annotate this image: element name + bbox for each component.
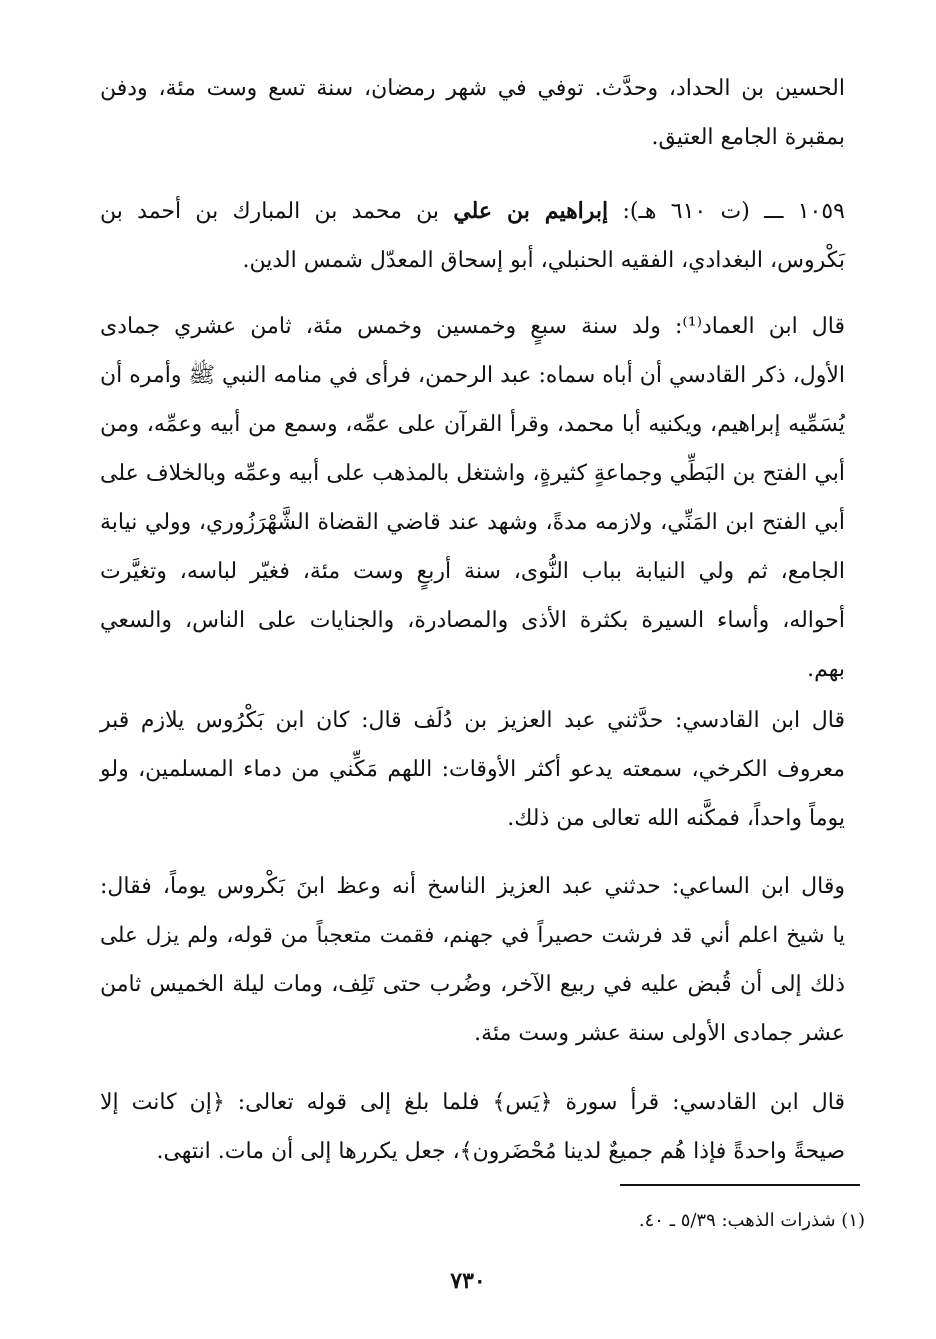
- text-line: ذلك إلى أن قُبض عليه في ربيع الآخر، وضُرب حتى تَلِف، ومات ليلة الخميس ثامن: [100, 972, 845, 997]
- text-line: أحواله، وأساء السيرة بكثرة الأذى والمصادرة، والجنايات على الناس، والسعي: [100, 608, 845, 633]
- paragraph-ibn-al-imad: [100, 302, 845, 694]
- text-line: وقال ابن الساعي: حدثني عبد العزيز الناسخ أنه وعظ ابنَ بَكْروس يوماً، فقال:: [100, 874, 845, 899]
- text-line: يوماً واحداً، فمكَّنه الله تعالى من ذلك.: [507, 806, 845, 831]
- footnote: (١) شذرات الذهب: ٥/٣٩ ـ ٤٠.: [638, 1210, 865, 1231]
- text-line: بهم.: [807, 657, 845, 682]
- paragraph-ibn-al-qadisi-2: [100, 1078, 845, 1176]
- text-line: صيحةً واحدةً فإذا هُم جميعٌ لدينا مُحْضَرون﴾، جعل يكررها إلى أن مات. انتهى.: [156, 1139, 845, 1164]
- footnote-divider: [620, 1184, 860, 1186]
- text-line: الأول، ذكر القادسي أن أباه سماه: عبد الرحمن، فرأى في منامه النبي ﷺ وأمره أن: [100, 363, 845, 388]
- text-line: قال ابن القادسي: حدَّثني عبد العزيز بن دُلَف قال: كان ابن بَكْرُوس يلازم قبر: [100, 708, 845, 733]
- text-line: بمقبرة الجامع العتيق.: [651, 125, 845, 150]
- text-line: قال ابن العماد⁽¹⁾: ولد سنة سبعٍ وخمسين وخمس مئة، ثامن عشري جمادى: [100, 314, 845, 339]
- paragraph-ibn-al-saai: [100, 862, 845, 1058]
- text-line: معروف الكرخي، سمعته يدعو أكثر الأوقات: اللهم مَكِّني من دماء المسلمين، ولو: [100, 757, 845, 782]
- text-line: أبي الفتح ابن المَنِّي، ولازمه مدةً، وشهد عند قاضي القضاة الشَّهْرَزُوري، وولي نيابة: [100, 510, 845, 535]
- entry-name: إبراهيم بن علي: [453, 198, 609, 224]
- text-line: قال ابن القادسي: قرأ سورة ﴿يَس﴾ فلما بلغ إلى قوله تعالى: ﴿إن كانت إلا: [100, 1090, 846, 1115]
- entry-lineage: بن محمد بن المبارك بن أحمد بن: [100, 199, 440, 224]
- page-number: ٧٣٠: [450, 1268, 486, 1294]
- entry-number: ١٠٥٩: [797, 199, 845, 224]
- paragraph-continuation: [100, 64, 845, 162]
- text-line: أبي الفتح بن البَطِّي وجماعةٍ كثيرةٍ، واشتغل بالمذهب على أبيه وعمِّه وبالخلاف على: [100, 461, 845, 486]
- text-line: عشر جمادى الأولى سنة عشر وست مئة.: [474, 1021, 845, 1046]
- biography-entry: [100, 187, 845, 285]
- text-line: يا شيخ اعلم أني قد فرشت حصيراً في جهنم، فقمت متعجباً من قوله، ولم يزل على: [100, 923, 845, 948]
- text-line: الجامع، ثم ولي النيابة بباب النُّوى، سنة أربعٍ وست مئة، فغيّر لباسه، وتغيَّرت: [100, 559, 845, 584]
- text-line: بَكْروس، البغدادي، الفقيه الحنبلي، أبو إسحاق المعدّل شمس الدين.: [242, 248, 845, 273]
- text-line: الحسين بن الحداد، وحدَّث. توفي في شهر رمضان، سنة تسع وست مئة، ودفن: [100, 76, 845, 101]
- paragraph-ibn-al-qadisi-1: [100, 696, 845, 843]
- entry-date: ـــ (ت ٦١٠ هـ):: [622, 199, 784, 224]
- text-line: يُسَمِّيه إبراهيم، ويكنيه أبا محمد، وقرأ القرآن على عمِّه، وسمع من أبيه وعمِّه، ومن: [100, 412, 845, 437]
- entry-heading-line: [100, 187, 845, 236]
